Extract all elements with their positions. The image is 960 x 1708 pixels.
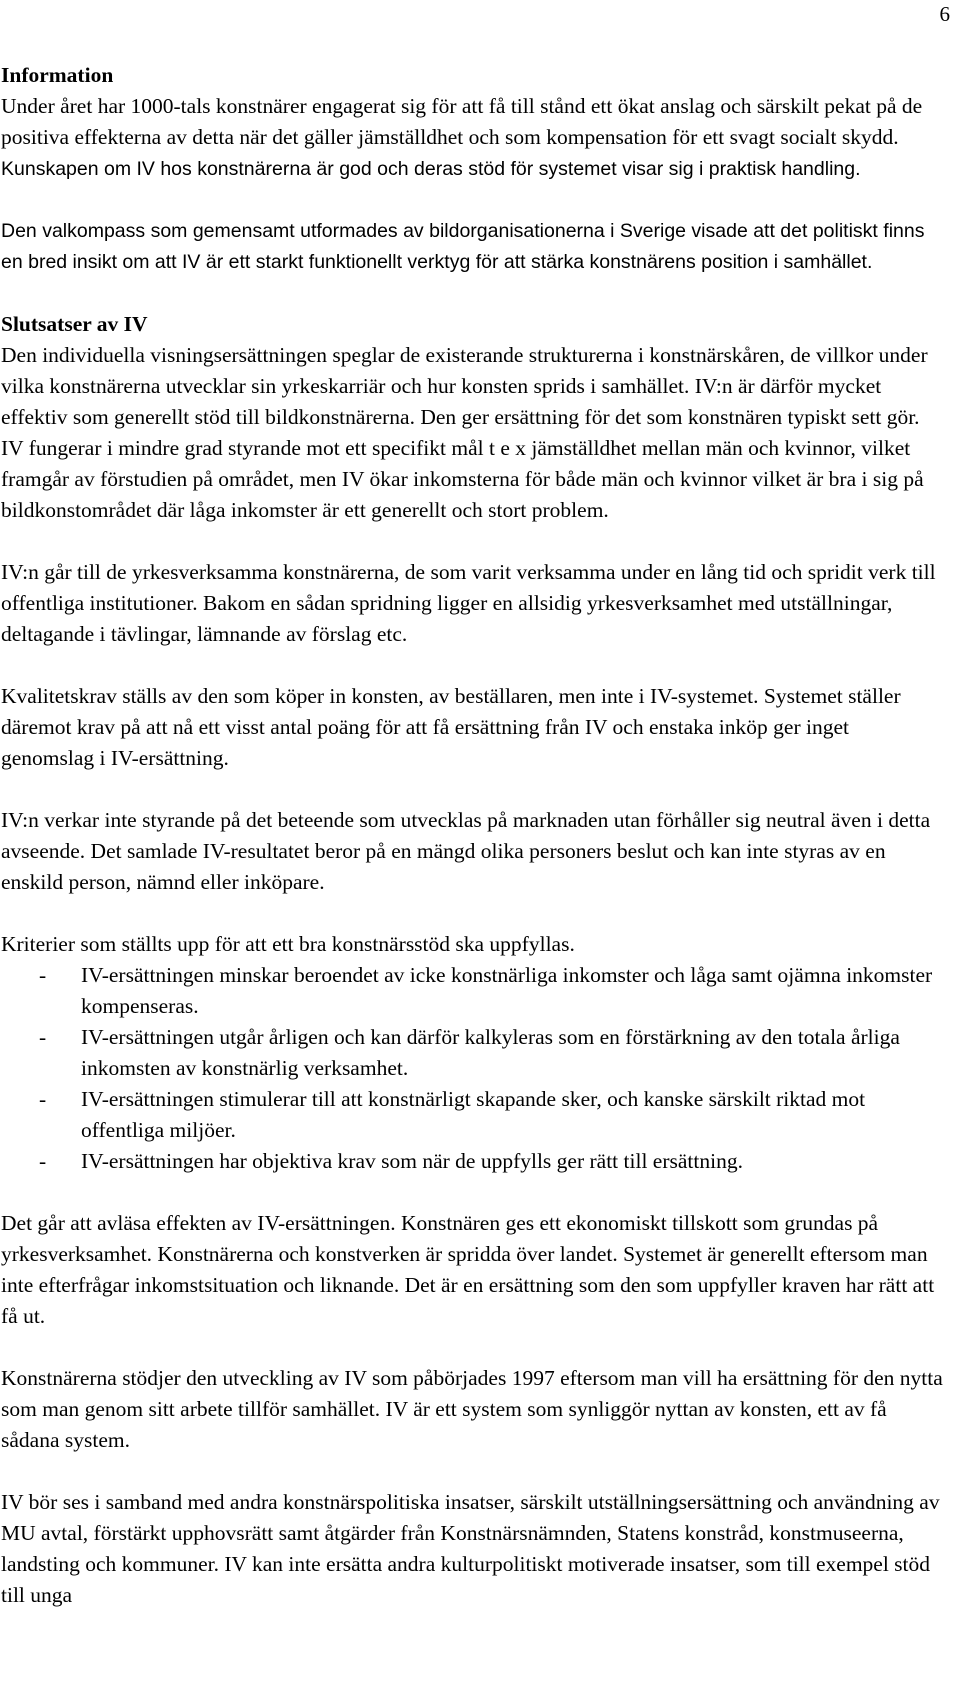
list-dash: - bbox=[39, 1149, 47, 1173]
list-dash: - bbox=[39, 1025, 47, 1049]
section-heading-slutsatser: Slutsatser av IV bbox=[1, 312, 148, 336]
criteria-intro: Kriterier som ställts upp för att ett bra konstnärsstöd ska uppfyllas. bbox=[1, 932, 575, 956]
list-dash: - bbox=[39, 1087, 47, 1111]
slutsatser-paragraph-4: IV:n verkar inte styrande på det beteende som utvecklas på marknaden utan förhåller sig neutral även i detta avseende. Det samlade IV-resultatet beror på en mängd olika personers beslut och kan inte styras av en enskild person, nämnd eller inköpare. bbox=[1, 808, 931, 894]
information-paragraph-2: Den valkompass som gemensamt utformades av bildorganisationerna i Sverige visade att det politiskt finns en bred insikt om att IV är ett starkt funktionellt verktyg för att stärka konstnärens position i samhället. bbox=[1, 220, 925, 273]
list-item-text: IV-ersättningen har objektiva krav som när de uppfylls ger rätt till ersättning. bbox=[81, 1149, 743, 1173]
list-item bbox=[1, 1146, 946, 1177]
list-item-text: IV-ersättningen stimulerar till att konstnärligt skapande sker, och kanske särskilt riktad mot offentliga miljöer. bbox=[81, 1087, 866, 1142]
list-item-text: IV-ersättningen utgår årligen och kan därför kalkyleras som en förstärkning av den totala årliga inkomsten av konstnärlig verksamhet. bbox=[81, 1025, 900, 1080]
information-paragraph-1 bbox=[1, 91, 946, 185]
slutsatser-paragraph-3: Kvalitetskrav ställs av den som köper in konsten, av beställaren, men inte i IV-systemet. Systemet ställer däremot krav på att nå ett visst antal poäng för att få ersättning från IV och enstaka inköp ger inget genomslag i IV-ersättning. bbox=[1, 684, 901, 770]
slutsatser-paragraph-1: Den individuella visningsersättningen speglar de existerande strukturerna i konstnärskåren, de villkor under vilka konstnärerna utvecklar sin yrkeskarriär och hur konsten sprids i samhället. IV:n är därför mycket effektiv som generellt stöd till bildkonstnärerna. Den ger ersättning för det som konstnären typiskt sett gör. IV fungerar i mindre grad styrande mot ett specifikt mål t e x jämställdhet mellan män och kvinnor, vilket framgår av förstudien på området, men IV ökar inkomsterna för både män och kvinnor vilket är bra i sig på bildkonstområdet där låga inkomster är ett generellt och stort problem. bbox=[1, 343, 928, 522]
information-paragraph-1-part-1: Under året har 1000-tals konstnärer engagerat sig för att få till stånd ett ökat anslag och särskilt pekat på de positiva effekterna av detta när det gäller jämställdhet och som kompensation för ett svagt socialt skydd. bbox=[1, 94, 923, 149]
list-item bbox=[1, 960, 946, 1022]
information-paragraph-1-part-2: Kunskapen om IV hos konstnärerna är god och deras stöd för systemet visar sig i praktisk handling. bbox=[1, 158, 861, 180]
slutsatser-paragraph-2: IV:n går till de yrkesverksamma konstnärerna, de som varit verksamma under en lång tid och spridit verk till offentliga institutioner. Bakom en sådan spridning ligger en allsidig yrkesverksamhet med utställningar, deltagande i tävlingar, lämnande av förslag etc. bbox=[1, 560, 936, 646]
list-item-text: IV-ersättningen minskar beroendet av icke konstnärliga inkomster och låga samt ojämna inkomster kompenseras. bbox=[81, 963, 933, 1018]
list-dash: - bbox=[39, 963, 47, 987]
slutsatser-paragraph-5: Det går att avläsa effekten av IV-ersättningen. Konstnären ges ett ekonomiskt tillskott som grundas på yrkesverksamhet. Konstnärerna och konstverken är spridda över landet. Systemet är generellt eftersom man inte efterfrågar inkomstsituation och liknande. Det är en ersättning som den som uppfyller kraven har rätt att få ut. bbox=[1, 1211, 935, 1328]
criteria-list bbox=[1, 960, 946, 1177]
section-heading-information: Information bbox=[1, 63, 114, 87]
list-item bbox=[1, 1084, 946, 1146]
slutsatser-paragraph-7: IV bör ses i samband med andra konstnärspolitiska insatser, särskilt utställningsersättning och användning av MU avtal, förstärkt upphovsrätt samt åtgärder från Konstnärsnämnden, Statens konstråd, konstmuseerna, landsting och kommuner. IV kan inte ersätta andra kulturpolitiskt motiverade insatser, som till exempel stöd till unga bbox=[1, 1490, 940, 1607]
page-number: 6 bbox=[939, 2, 950, 26]
document-body bbox=[1, 60, 946, 1642]
list-item bbox=[1, 1022, 946, 1084]
slutsatser-paragraph-6: Konstnärerna stödjer den utveckling av IV som påbörjades 1997 eftersom man vill ha ersättning för den nytta som man genom sitt arbete tillför samhället. IV är ett system som synliggör nyttan av konsten, ett av få sådana system. bbox=[1, 1366, 943, 1452]
